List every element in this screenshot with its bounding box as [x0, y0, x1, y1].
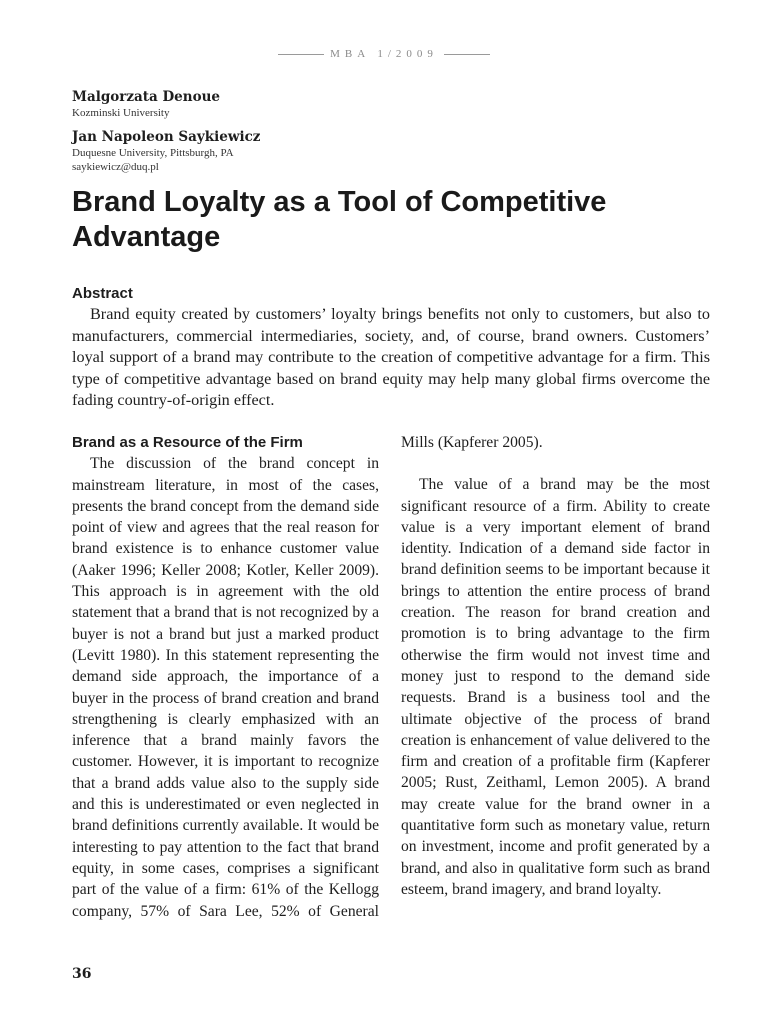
- abstract-text: Brand equity created by customers’ loyalty brings benefits not only to customers, but also to manufacturers, commercial intermediaries, society, and, of course, brand owners. Customers’ loyal support of a brand may contribute to the creation of competitive advantage for a firm. This type of competitive advantage based on brand equity may help many global firms overcome the fading country-of-origin effect.: [72, 305, 710, 409]
- header-rule-left: [278, 54, 324, 55]
- author-email: saykiewicz@duq.pl: [72, 161, 159, 173]
- article-title: Brand Loyalty as a Tool of Competitive Advantage: [72, 186, 607, 253]
- author-block: [72, 88, 692, 182]
- author-affiliation: Duquesne University, Pittsburgh, PA: [72, 147, 234, 159]
- paragraph-gap: [401, 453, 710, 474]
- body-column-right: [401, 432, 710, 900]
- abstract-heading: Abstract: [72, 285, 133, 302]
- body-column-left: [72, 432, 379, 922]
- author-name: Malgorzata Denoue: [72, 89, 220, 105]
- body-paragraph-2: The value of a brand may be the most significant resource of a firm. Ability to create value is a very important element of brand identity. Indication of a demand side factor in brand definition seems to be important because it brings to attention the entire process of brand creation. The reason for brand creation and promotion is to bring advantage to the firm otherwise the firm would not invest time and money just to respond to the demand side requests. Brand is a business tool and the ultimate objective of the process of brand creation is enhancement of value delivered to the firm and creation of a profitable firm (Kapferer 2005; Rust, Zeithaml, Lemon 2005). A brand may create value for the brand owner in a quantitative form such as monetary value, return on investment, income and profit generated by a brand, and also in qualitative form such as brand esteem, brand imagery, and brand loyalty.: [401, 476, 710, 898]
- author-affiliation: Kozminski University: [72, 107, 170, 119]
- author-2: [72, 128, 692, 174]
- page-number: 36: [72, 966, 92, 982]
- author-name: Jan Napoleon Saykiewicz: [72, 129, 261, 145]
- body-paragraph-1: The discussion of the brand concept in mainstream literature, in most of the cases, presents the brand concept from the demand side point of view and agrees that the real reason for brand existence is to enhance customer value (Aaker 1996; Keller 2008; Kotler, Keller 2009). This approach is in agreement with the old statement that a brand that is not recognized by a buyer is not a brand but just a marked product (Levitt 1980). In this statement representing the demand side approach, the importance of a buyer in the process of brand creation and brand strengthening is clearly emphasized with an inference that a brand mainly favors the customer. However, it is important to recognize that a brand adds value also to the supply side and this is underestimated or even neglected in brand definitions currently available. It would be interesting to pay attention to the fact that brand equity, in some cases, comprises a significant part of the value of a firm: 61% of the Kellogg company, 57% of Sara Lee, 52% of General: [72, 455, 379, 920]
- abstract: [72, 284, 710, 412]
- journal-issue: MBA 1/2009: [330, 48, 438, 60]
- body-paragraph-1-continued: Mills (Kapferer 2005).: [401, 434, 543, 451]
- running-header: [0, 48, 768, 60]
- section-heading: Brand as a Resource of the Firm: [72, 434, 303, 451]
- author-1: [72, 88, 692, 120]
- header-rule-right: [444, 54, 490, 55]
